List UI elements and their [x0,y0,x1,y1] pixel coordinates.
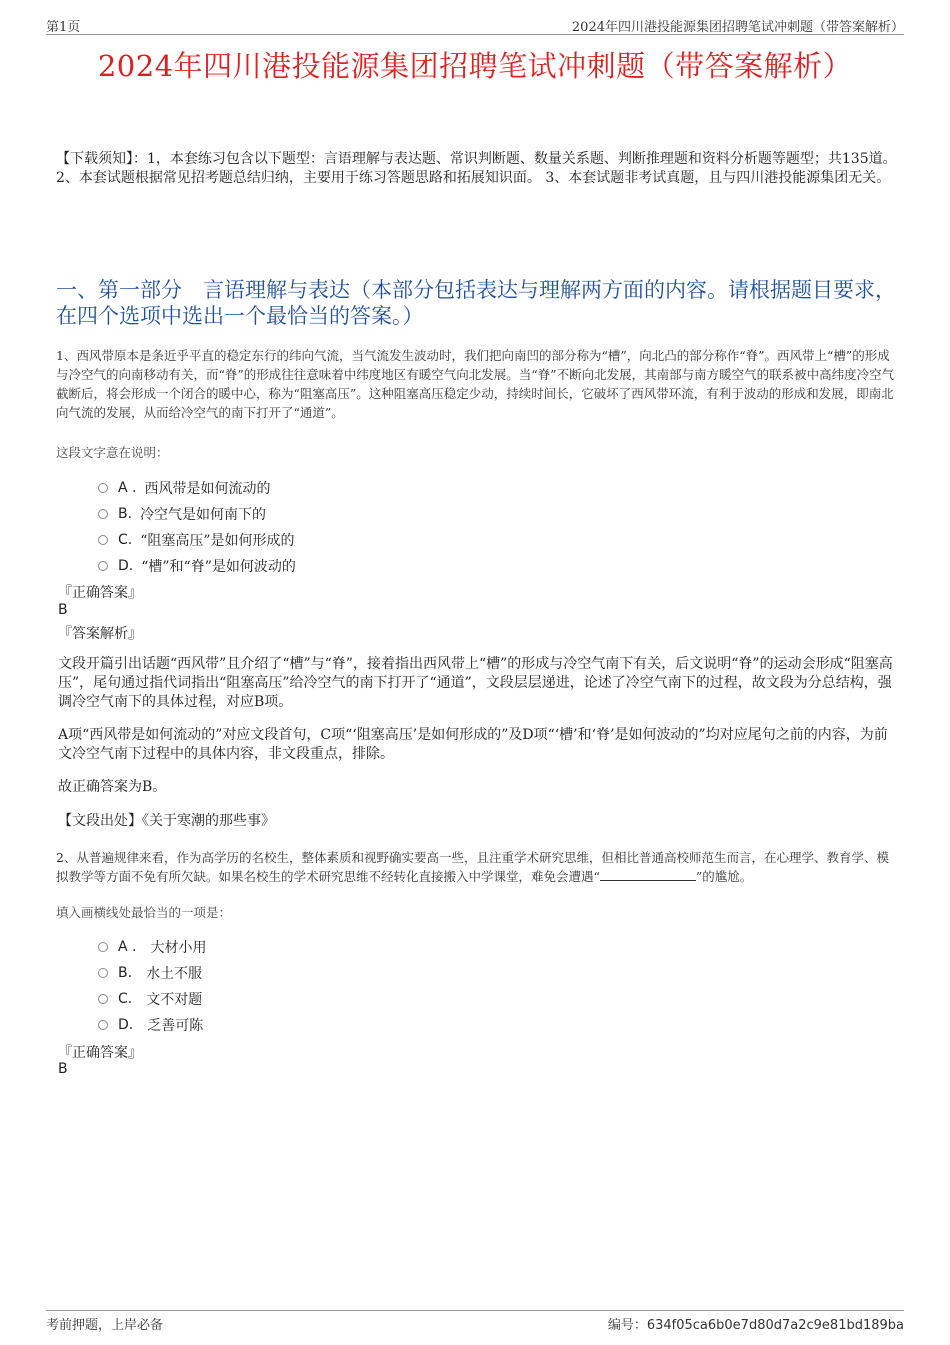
option-text: 乏善可陈 [147,1018,204,1034]
q1-source: 【文段出处】《关于寒潮的那些事》 [58,813,275,829]
q1-analysis-conclusion: 故正确答案为B。 [58,779,167,795]
question-2-text-before: 2、从普遍规律来看，作为高学历的名校生，整体素质和视野确实要高一些，且注重学术研究思维，但相比普通高校师范生而言，在心理学、教育学、模拟教学等方面不免有所欠缺。如果名校生的学术研究思维不经转化直接搬入中学课堂，难免会遭遇“ [56,850,889,884]
question-2-text [56,848,898,886]
radio-icon[interactable] [98,968,108,978]
q1-analysis-paragraph-2: A项“西风带是如何流动的”对应文段首句，C项“‘阻塞高压’是如何形成的”及D项“‘槽’和‘脊’是如何波动的”均对应尾句之前的内容，为前文冷空气南下过程中的具体内容，非文段重点，排除。 [58,727,888,762]
serial-label: 编号： [607,1318,647,1333]
page-number: 第1页 [46,20,81,35]
question-2-text-after: ”的尴尬。 [695,869,753,884]
q2-option-d[interactable] [98,1015,203,1035]
option-text: 水土不服 [146,966,203,982]
q1-option-c[interactable] [98,530,295,550]
q1-answer-label: 『正确答案』 [58,585,142,601]
fill-in-blank [600,869,696,881]
question-2-prompt: 填入画横线处最恰当的一项是： [56,905,232,920]
footer-slogan: 考前押题，上岸必备 [46,1318,164,1333]
radio-icon[interactable] [98,483,108,493]
q2-option-b[interactable] [98,963,202,983]
q2-option-c[interactable] [98,989,202,1009]
radio-icon[interactable] [98,561,108,571]
page-title: 2024年四川港投能源集团招聘笔试冲刺题（带答案解析） [97,49,853,83]
option-text: “阻塞高压”是如何形成的 [140,533,295,549]
option-key: D. [118,558,134,574]
footer-serial [608,1314,904,1333]
q1-analysis-paragraph-1: 文段开篇引出话题“西风带”且介绍了“槽”与“脊”，接着指出西风带上“槽”的形成与冷空气南下有关，后文说明“脊”的运动会形成“阻塞高压”，尾句通过指代词指出“阻塞高压”给冷空气的南下打开了“通道”，文段层层递进，论述了冷空气南下的过程，故文段为分总结构，强调冷空气南下的具体过程，对应B项。 [58,656,893,710]
option-key: A . [118,480,137,496]
option-key: B. [118,506,133,522]
radio-icon[interactable] [98,509,108,519]
question-1-prompt: 这段文字意在说明： [56,445,169,460]
option-key: B. [118,965,133,981]
radio-icon[interactable] [98,535,108,545]
q1-option-d[interactable] [98,556,296,576]
option-text: 冷空气是如何南下的 [140,507,267,523]
option-text: 西风带是如何流动的 [144,481,271,497]
q2-answer-label: 『正确答案』 [58,1045,142,1061]
option-key: A . [118,939,137,955]
option-text: 大材小用 [150,940,207,956]
option-text: 文不对题 [146,992,203,1008]
option-text: “槽”和“脊”是如何波动的 [141,559,296,575]
option-key: C. [118,991,133,1007]
header-divider [46,34,904,35]
option-key: C. [118,532,133,548]
radio-icon[interactable] [98,994,108,1004]
q1-option-a[interactable] [98,478,270,498]
q1-option-b[interactable] [98,504,266,524]
radio-icon[interactable] [98,942,108,952]
footer-divider [46,1310,904,1311]
radio-icon[interactable] [98,1020,108,1030]
question-1-text: 1、西风带原本是条近乎平直的稳定东行的纬向气流，当气流发生波动时，我们把向南凹的部分称为“槽”，向北凸的部分称作“脊”。西风带上“槽”的形成与冷空气的向南移动有关，而“脊”的形成往往意味着中纬度地区有暖空气向北发展。当“脊”不断向北发展，其南部与南方暖空气的联系被中高纬度冷空气截断后，将会形成一个闭合的暖中心，称为“阻塞高压”。这种阻塞高压稳定少动，持续时间长，它破坏了西风带环流，有利于波动的形成和发展，即南北向气流的发展，从而给冷空气的南下打开了“通道”。 [56,348,895,420]
header-doc-title: 2024年四川港投能源集团招聘笔试冲刺题（带答案解析） [571,20,904,35]
download-notice: 【下载须知】：1，本套练习包含以下题型：言语理解与表达题、常识判断题、数量关系题、判断推理题和资料分析题等题型；共135道。 2、本套试题根据常见招考题总结归纳，主要用于练习答题思路和拓展知识面。 3、本套试题非考试真题，且与四川港投能源集团无关。 [56,151,897,186]
serial-number: 634f05ca6b0e7d80d7a2c9e81bd189ba [646,1318,904,1333]
section-heading: 一、第一部分 言语理解与表达（本部分包括表达与理解两方面的内容。请根据题目要求，在四个选项中选出一个最恰当的答案。） [56,278,896,328]
option-key: D. [118,1017,134,1033]
q1-analysis-label: 『答案解析』 [58,626,142,642]
q2-option-a[interactable] [98,937,206,957]
q2-answer: B [58,1061,68,1077]
q1-answer: B [58,602,68,618]
